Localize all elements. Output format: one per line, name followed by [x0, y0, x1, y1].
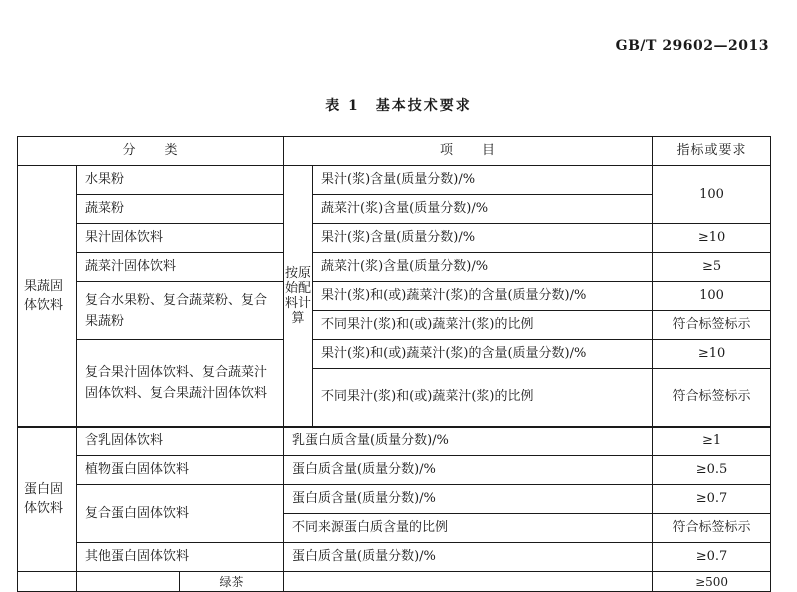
item-name: 不同果汁(浆)和(或)蔬菜汁(浆)的比例 — [313, 311, 653, 340]
item-name: 乳蛋白质含量(质量分数)/% — [284, 427, 653, 456]
item-name: 蛋白质含量(质量分数)/% — [284, 543, 653, 572]
item-name: 果汁(浆)和(或)蔬菜汁(浆)的含量(质量分数)/% — [313, 340, 653, 369]
product-name: 水果粉 — [77, 166, 284, 195]
product-name: 蔬菜汁固体饮料 — [77, 253, 284, 282]
cutoff-subcategory: 绿茶 — [180, 572, 284, 592]
cutoff-cell — [77, 572, 180, 592]
product-name: 复合蛋白固体饮料 — [77, 485, 284, 543]
requirement-value: ≥0.7 — [653, 485, 771, 514]
product-name: 含乳固体饮料 — [77, 427, 284, 456]
cutoff-cell — [284, 572, 653, 592]
header-row — [18, 137, 771, 166]
item-name: 果汁(浆)含量(质量分数)/% — [313, 166, 653, 195]
table-row-cutoff — [18, 572, 771, 592]
requirement-value: ≥0.5 — [653, 456, 771, 485]
table-row — [18, 543, 771, 572]
product-name: 果汁固体饮料 — [77, 224, 284, 253]
requirement-value: ≥10 — [653, 340, 771, 369]
requirement-value: 符合标签标示 — [653, 369, 771, 427]
group-fruit-veg: 果蔬固体饮料 — [18, 166, 77, 427]
calc-basis-label: 按原始配料计算 — [284, 166, 313, 427]
table-row — [18, 427, 771, 456]
product-name: 其他蛋白固体饮料 — [77, 543, 284, 572]
header-requirement: 指标或要求 — [653, 137, 771, 166]
table-row — [18, 485, 771, 514]
table-row — [18, 224, 771, 253]
table-row — [18, 340, 771, 369]
item-name: 果汁(浆)和(或)蔬菜汁(浆)的含量(质量分数)/% — [313, 282, 653, 311]
requirement-value: 100 — [653, 282, 771, 311]
item-name: 不同果汁(浆)和(或)蔬菜汁(浆)的比例 — [313, 369, 653, 427]
requirement-value: ≥10 — [653, 224, 771, 253]
table-row — [18, 253, 771, 282]
header-category: 分 类 — [18, 137, 284, 166]
requirement-value: 符合标签标示 — [653, 514, 771, 543]
item-name: 蔬菜汁(浆)含量(质量分数)/% — [313, 195, 653, 224]
cutoff-cell — [18, 572, 77, 592]
table-row — [18, 282, 771, 311]
product-name: 复合水果粉、复合蔬菜粉、复合果蔬粉 — [77, 282, 284, 340]
item-name: 蛋白质含量(质量分数)/% — [284, 456, 653, 485]
group-protein: 蛋白固体饮料 — [18, 427, 77, 572]
cutoff-value: ≥500 — [653, 572, 771, 592]
product-name: 复合果汁固体饮料、复合蔬菜汁固体饮料、复合果蔬汁固体饮料 — [77, 340, 284, 427]
header-item: 项 目 — [284, 137, 653, 166]
technical-requirements-table — [17, 136, 771, 592]
item-name: 蔬菜汁(浆)含量(质量分数)/% — [313, 253, 653, 282]
requirement-value: ≥0.7 — [653, 543, 771, 572]
requirement-value: 100 — [653, 166, 771, 224]
product-name: 蔬菜粉 — [77, 195, 284, 224]
item-name: 不同来源蛋白质含量的比例 — [284, 514, 653, 543]
requirement-value: 符合标签标示 — [653, 311, 771, 340]
item-name: 蛋白质含量(质量分数)/% — [284, 485, 653, 514]
requirement-value: ≥1 — [653, 427, 771, 456]
table-row — [18, 456, 771, 485]
standard-code: GB/T 29602—2013 — [615, 38, 769, 54]
table-row — [18, 166, 771, 195]
table-title: 表 1 基本技术要求 — [325, 98, 472, 114]
requirement-value: ≥5 — [653, 253, 771, 282]
product-name: 植物蛋白固体饮料 — [77, 456, 284, 485]
item-name: 果汁(浆)含量(质量分数)/% — [313, 224, 653, 253]
